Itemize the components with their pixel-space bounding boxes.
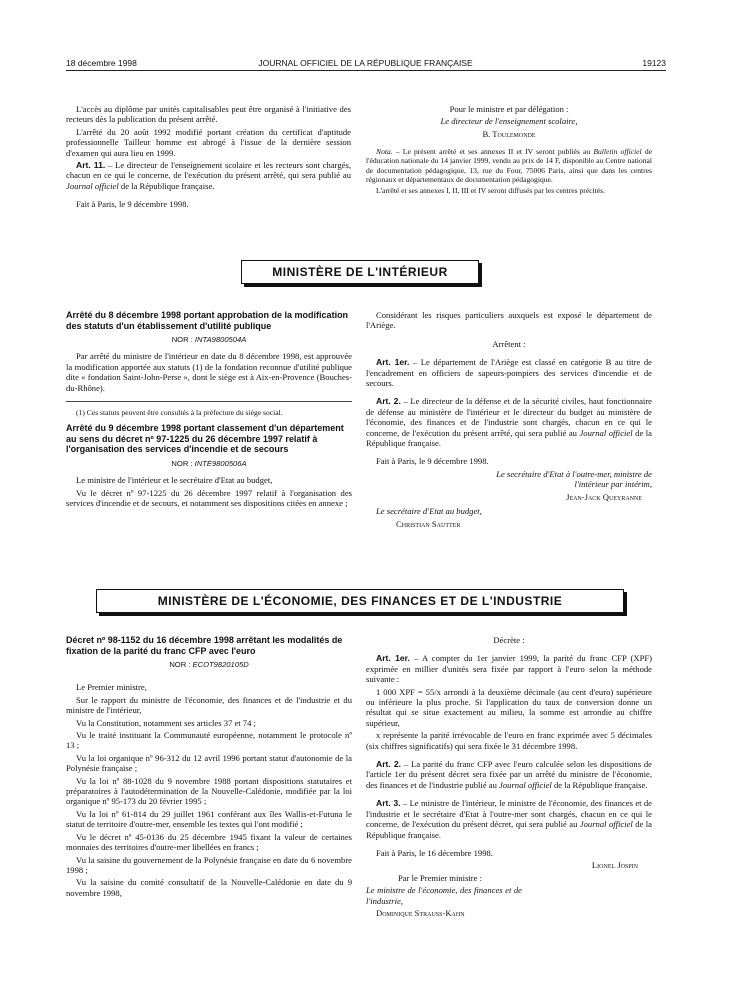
article-1: Art. 1er. – Le département de l'Ariège est classé en catégorie B au titre de l'encadrement en officiers de sapeurs-pompiers des services d'incendie et de secours. (366, 357, 652, 389)
interieur-left-column (66, 310, 352, 510)
signature-name: B. Toulemonde (482, 128, 536, 139)
signature-name: Lionel Jospin (591, 860, 638, 871)
header-rule (66, 70, 666, 71)
paragraph: Vu la Constitution, notamment ses articles 37 et 74 ; (76, 717, 256, 728)
arrete-title: Arrêté du 9 décembre 1998 portant classement d'un département au sens du décret nº 97-1225 du 26 décembre 1997 relatif à l'organisation des services d'incendie et de secours (66, 423, 344, 455)
paragraph: Le ministre de l'intérieur et le secrétaire d'Etat au budget, (76, 475, 273, 486)
article-2: Art. 2. – Le directeur de la défense et de la sécurité civiles, haut fonctionnaire de défense au ministère de l'intérieur et le directeur du budget au ministère de l'économie, des finances et de l'industrie sont chargés, chacun en ce qui le concerne, de l'exécution du présent arrêté, qui sera publié au Journal officiel de la République française. (366, 396, 652, 449)
par-premier-ministre: Par le Premier ministre : (398, 872, 483, 883)
header-date: 18 décembre 1998 (66, 58, 137, 68)
signature-name: Dominique Strauss-Kahn (376, 907, 465, 918)
signature-role: Le secrétaire d'Etat au budget, (376, 506, 482, 517)
nota-2: L'arrêté et ses annexes I, II, III et IV seront diffusés par les centres précités. (376, 186, 606, 196)
paragraph: L'accès au diplôme par unités capitalisables peut être organisé à l'initiative des recteurs dès la publication du présent arrêté. (66, 104, 351, 125)
signature-role: Le directeur de l'enseignement scolaire, (440, 116, 578, 127)
fait-a-paris: Fait à Paris, le 9 décembre 1998. (376, 456, 489, 467)
footnote: (1) Ces statuts peuvent être consultés à la préfecture du siège social. (76, 408, 283, 418)
paragraph: Vu la loi nº 61-814 du 29 juillet 1961 conférant aux îles Wallis-et-Futuna le statut de territoire d'outre-mer, ensemble les textes qui l'ont modifié ; (66, 808, 352, 830)
fait-a-paris: Fait à Paris, le 16 décembre 1998. (376, 847, 493, 858)
formula: 1 000 XPF = 55/x arrondi à la deuxième décimale (au cent d'euro) supérieure ou inférieure la plus proche. Si l'application du taux de conversion donne un résultat qui se situe exactement au milieu, la somme est arrondie au chiffre supérieur, (366, 686, 652, 728)
decrete: Décrète : (493, 635, 525, 645)
section-title-interieur: MINISTÈRE DE L'INTÉRIEUR (241, 260, 479, 284)
paragraph: Vu le décret nº 45-0136 du 25 décembre 1945 fixant la valeur de certaines monnaies des territoires d'outre-mer libellées en francs ; (66, 831, 352, 853)
paragraph: Par arrêté du ministre de l'intérieur en date du 8 décembre 1998, est approuvée la modification apportée aux statuts (1) de la fondation reconnue d'utilité publique dite « fondation Saint-John-Perse », dont le siège est à Aix-en-Provence (Bouches-du-Rhône). (66, 351, 352, 393)
arretent: Arrêtent : (492, 338, 526, 349)
economie-left-column (66, 635, 352, 900)
signature-role: Le secrétaire d'Etat à l'outre-mer, ministre de l'intérieur par intérim, (496, 468, 652, 490)
paragraph: Le Premier ministre, (76, 682, 147, 693)
article-3: Art. 3. – Le ministre de l'intérieur, le ministre de l'économie, des finances et de l'industrie et le secrétaire d'Etat à l'outre-mer sont chargés, chacun en ce qui le concerne, de l'exécution du présent décret, qui sera publié au Journal officiel de la République française. (366, 798, 652, 840)
article-2: Art. 2. – La parité du franc CFP avec l'euro calculée selon les dispositions de l'article 1er du présent décret sera fixée par un arrêté du ministre de l'économie, des finances et de l'industrie publié au Journal officiel de la République française. (366, 759, 652, 790)
signature-pour: Pour le ministre et par délégation : (449, 104, 569, 114)
paragraph: Sur le rapport du ministre de l'économie, des finances et de l'industrie et du ministre de l'intérieur, (66, 694, 352, 716)
article-1: Art. 1er. – A compter du 1er janvier 1999, la parité du franc CFP (XPF) exprimée en millier d'unités sera fixée par rapport à l'euro selon la méthode suivante : (366, 653, 652, 685)
interieur-right-column (366, 310, 652, 531)
paragraph: Vu la saisine du gouvernement de la Polynésie française en date du 6 novembre 1998 ; (66, 854, 352, 875)
section-title-economie: MINISTÈRE DE L'ÉCONOMIE, DES FINANCES ET DE L'INDUSTRIE (96, 589, 624, 613)
signature-name: Jean-Jack Queyranne (566, 491, 642, 502)
nor-reference: NOR : INTA9800504A (171, 335, 247, 344)
paragraph: Vu le traité instituant la Communauté européenne, notamment le protocole nº 13 ; (66, 730, 352, 751)
signature-role: Le ministre de l'économie, des finances et de l'industrie, (366, 885, 522, 906)
nor-reference: NOR : ECOT9820105D (169, 660, 249, 669)
top-right-column (366, 104, 652, 197)
paragraph: x représente la parité irrévocable de l'euro en franc exprimée avec 5 décimales (six chiffres significatifs) qui sera fixée le 31 décembre 1998. (366, 730, 652, 751)
paragraph: Vu la loi nº 88-1028 du 9 novembre 1988 portant dispositions statutaires et préparatoires à l'autodétermination de la Nouvelle-Calédonie, modifiée par la loi organique nº 95-173 du 20 février 1995 ; (66, 775, 352, 807)
signature-name: Christian Sautter (396, 518, 461, 529)
article-11: Art. 11. – Le directeur de l'enseignement scolaire et les recteurs sont chargés, chacun en ce qui le concerne, de l'exécution du présent arrêté, qui sera publié au Journal officiel de la République française. (66, 160, 351, 191)
nota: Nota. – Le présent arrêté et ses annexes II et IV seront publiés au Bulletin officiel de l'éducation nationale du 14 janvier 1999, vendu au prix de 14 F, disponible au Centre national de documentation pédagogique, 13, rue du Four, 75006 Paris, ainsi que dans les centres régionaux et départementaux de documentation pédagogique. (366, 147, 652, 184)
top-left-column (66, 104, 351, 212)
paragraph: L'arrêté du 20 août 1992 modifié portant création du certificat d'aptitude professionnelle Tailleur homme est abrogé à l'issue de la dernière session d'examen qui aura lieu en 1999. (66, 126, 351, 158)
paragraph: Considérant les risques particuliers auxquels est exposé le département de l'Ariège. (366, 310, 652, 331)
paragraph: Vu la saisine du comité consultatif de la Nouvelle-Calédonie en date du 9 novembre 1998, (66, 877, 352, 898)
nor-reference: NOR : INTE9800506A (171, 458, 247, 468)
paragraph: Vu la loi organique nº 96-312 du 12 avril 1996 portant statut d'autonomie de la Polynésie française ; (66, 752, 352, 774)
fait-a-paris: Fait à Paris, le 9 décembre 1998. (76, 199, 189, 210)
footnote-rule (66, 401, 352, 402)
decret-title: Décret nº 98-1152 du 16 décembre 1998 arrêtant les modalités de fixation de la parité du franc CFP avec l'euro (66, 635, 343, 656)
arrete-title: Arrêté du 8 décembre 1998 portant approbation de la modification des statuts d'un établissement d'utilité publique (66, 310, 349, 331)
economie-right-column (366, 635, 652, 920)
paragraph: Vu le décret nº 97-1225 du 26 décembre 1997 relatif à l'organisation des services d'incendie et de secours, et notamment ses dispositions citées en annexe ; (66, 487, 352, 508)
header-page-number: 19123 (642, 58, 666, 68)
header-journal-title: JOURNAL OFFICIEL DE LA RÉPUBLIQUE FRANÇAISE (258, 58, 473, 68)
